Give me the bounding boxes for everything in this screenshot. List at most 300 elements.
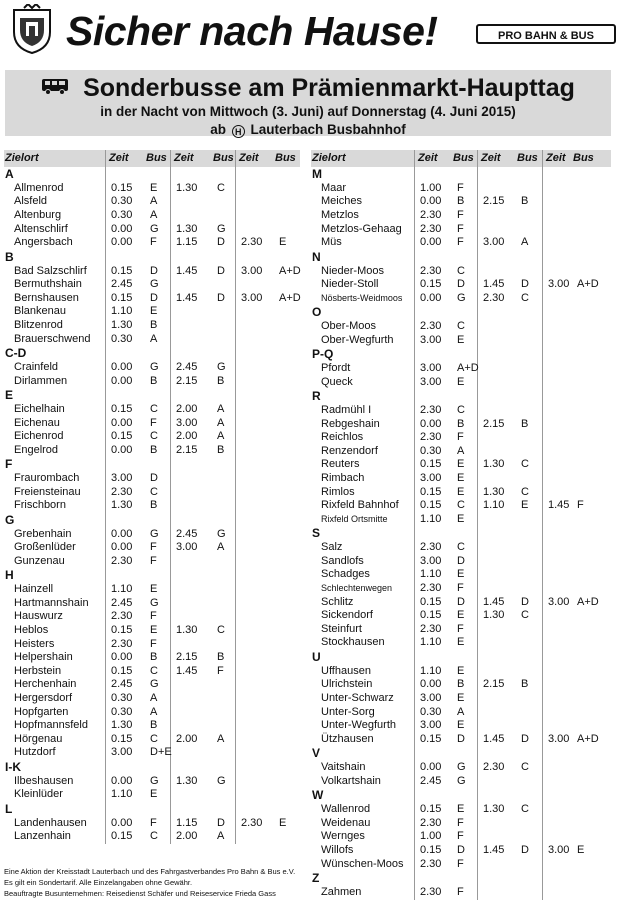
bus-2: E <box>521 499 529 512</box>
bus-1: G <box>150 596 159 609</box>
bus-1: E <box>457 803 465 816</box>
destination-name: Renzendorf <box>321 444 378 457</box>
section-label: A <box>5 167 14 181</box>
bus-1: E <box>150 305 158 318</box>
time-1: 0.00 <box>111 774 133 787</box>
table-row <box>4 706 300 720</box>
table-row <box>4 223 300 237</box>
section-label: L <box>5 801 13 816</box>
destination-name: Rimbach <box>321 472 365 485</box>
time-1: 0.00 <box>420 417 442 430</box>
table-row <box>4 788 300 802</box>
bus-2: B <box>217 443 225 456</box>
time-2: 3.00 <box>483 236 505 249</box>
bus-1: E <box>150 624 158 637</box>
bus-1: C <box>150 485 158 498</box>
time-1: 0.15 <box>420 485 442 498</box>
table-row <box>4 333 300 347</box>
section-letter <box>4 568 300 583</box>
bus-1: G <box>150 360 159 373</box>
destination-name: Schlechtenwegen <box>321 583 393 594</box>
bus-1: C <box>457 404 465 417</box>
time-2: 2.30 <box>483 761 505 774</box>
destination-name: Heblos <box>14 624 49 637</box>
bus-1: F <box>150 416 157 429</box>
table-row <box>311 636 611 650</box>
time-1: 1.00 <box>420 830 442 843</box>
destination-name: Altenburg <box>14 208 62 221</box>
table-row <box>311 582 611 596</box>
bus-1: F <box>457 816 464 829</box>
time-2: 3.00 <box>176 541 198 554</box>
time-1: 2.45 <box>111 678 133 691</box>
section-letter <box>4 346 300 361</box>
time-1: 3.00 <box>420 333 442 346</box>
bus-2: C <box>521 803 529 816</box>
bus-2: C <box>521 761 529 774</box>
destination-name: Eichelhain <box>14 402 65 415</box>
footer-line: Beauftragte Busunternehmen: Reisedienst Schäfer und Reiseservice Frieda Gass <box>4 889 276 898</box>
bus-3: A+D <box>279 264 301 277</box>
table-row <box>311 209 611 223</box>
destination-name: Angersbach <box>14 236 73 249</box>
table-row <box>4 692 300 706</box>
destination-name: Bermuthshain <box>14 278 82 291</box>
time-2: 2.15 <box>176 443 198 456</box>
destination-name: Ober-Wegfurth <box>321 333 394 346</box>
section-letter <box>311 347 611 362</box>
time-3: 1.45 <box>548 499 570 512</box>
bus-2: C <box>217 624 225 637</box>
bus-1: E <box>457 636 465 649</box>
destination-name: Rimlos <box>321 485 355 498</box>
time-2: 2.00 <box>176 732 198 745</box>
time-1: 0.00 <box>420 678 442 691</box>
banner-title <box>5 74 611 103</box>
header-bus-1: Bus <box>453 152 474 164</box>
bus-1: E <box>457 691 465 704</box>
time-1: 0.00 <box>111 541 133 554</box>
table-row <box>4 319 300 333</box>
time-1: 0.00 <box>420 761 442 774</box>
time-1: 1.10 <box>111 788 133 801</box>
bus-1: C <box>457 320 465 333</box>
table-row <box>311 486 611 500</box>
time-1: 3.00 <box>420 362 442 375</box>
destination-name: Reuters <box>321 458 360 471</box>
bus-1: D <box>150 291 158 304</box>
bus-1: G <box>457 761 466 774</box>
destination-name: Sickendorf <box>321 609 373 622</box>
bus-1: F <box>457 236 464 249</box>
time-1: 0.15 <box>420 843 442 856</box>
bus-1: A <box>150 195 158 208</box>
bus-1: F <box>457 885 464 898</box>
table-row <box>4 528 300 542</box>
bus-2: D <box>217 291 225 304</box>
header-bus-2: Bus <box>213 152 234 164</box>
section-letter <box>4 167 300 182</box>
bus-3: A+D <box>577 595 599 608</box>
section-label: B <box>5 249 14 264</box>
time-3: 2.30 <box>241 816 263 829</box>
time-1: 2.30 <box>111 554 133 567</box>
section-letter <box>4 802 300 817</box>
section-label: S <box>312 526 321 541</box>
time-2: 1.30 <box>483 485 505 498</box>
table-row <box>311 418 611 432</box>
bus-1: F <box>150 816 157 829</box>
time-3: 3.00 <box>241 291 263 304</box>
destination-name: Heisters <box>14 637 55 650</box>
bus-1: E <box>457 485 465 498</box>
bus-icon <box>41 78 69 95</box>
time-2: 1.30 <box>176 624 198 637</box>
time-2: 2.00 <box>176 402 198 415</box>
table-row <box>311 830 611 844</box>
bus-2: A <box>217 732 225 745</box>
bus-1: G <box>150 222 159 235</box>
bus-1: F <box>457 830 464 843</box>
time-2: 1.45 <box>176 291 198 304</box>
bus-1: C <box>150 830 158 843</box>
title-banner <box>5 70 611 136</box>
table-row <box>311 706 611 720</box>
destination-name: Metzlos <box>321 208 359 221</box>
destination-name: Uffhausen <box>321 664 371 677</box>
time-1: 0.00 <box>111 416 133 429</box>
bus-2: A <box>217 402 225 415</box>
time-2: 1.30 <box>483 458 505 471</box>
bus-2: C <box>521 485 529 498</box>
destination-name: Blitzenrod <box>14 318 63 331</box>
table-row <box>311 292 611 306</box>
destination-name: Rebgeshain <box>321 417 380 430</box>
header-bus-3: Bus <box>573 152 594 164</box>
table-row <box>4 361 300 375</box>
destination-name: Reichlos <box>321 431 364 444</box>
section-letter <box>311 650 611 665</box>
footer-notes <box>4 866 304 899</box>
section-label: W <box>312 788 324 803</box>
banner-subtitle: in der Nacht von Mittwoch (3. Juni) auf Donnerstag (4. Juni 2015) <box>100 104 516 119</box>
table-row <box>4 375 300 389</box>
destination-name: Ilbeshausen <box>14 774 74 787</box>
destination-name: Maar <box>321 181 347 194</box>
time-2: 2.15 <box>176 374 198 387</box>
time-1: 0.15 <box>111 624 133 637</box>
bus-2: C <box>521 458 529 471</box>
destination-name: Frischborn <box>14 499 66 512</box>
destination-name: Willofs <box>321 843 354 856</box>
time-1: 0.15 <box>420 278 442 291</box>
departure-prefix: ab <box>210 122 226 137</box>
table-row <box>311 223 611 237</box>
time-1: 0.00 <box>420 236 442 249</box>
destination-name: Hartmannshain <box>14 596 89 609</box>
time-1: 2.30 <box>420 622 442 635</box>
destination-name: Unter-Schwarz <box>321 691 394 704</box>
destination-name: Radmühl I <box>321 404 372 417</box>
destination-name: Crainfeld <box>14 360 59 373</box>
time-1: 2.30 <box>420 431 442 444</box>
destination-name: Ützhausen <box>321 732 374 745</box>
bus-1: F <box>457 622 464 635</box>
destination-name: Eichenrod <box>14 430 64 443</box>
time-2: 1.30 <box>483 803 505 816</box>
time-1: 3.00 <box>111 472 133 485</box>
time-1: 1.10 <box>420 568 442 581</box>
table-row <box>311 609 611 623</box>
bus-1: E <box>457 568 465 581</box>
bus-1: A <box>150 691 158 704</box>
bus-1: E <box>457 609 465 622</box>
time-1: 0.30 <box>111 691 133 704</box>
bus-1: B <box>457 678 465 691</box>
table-row <box>4 499 300 513</box>
destination-name: Rixfeld Ortsmitte <box>321 513 388 524</box>
destination-name: Rixfeld Bahnhof <box>321 499 399 512</box>
bus-2: A <box>217 830 225 843</box>
section-label: V <box>312 746 321 761</box>
bus-2: G <box>217 222 226 235</box>
time-1: 1.30 <box>111 318 133 331</box>
column-header <box>4 150 300 167</box>
bus-2: B <box>521 678 529 691</box>
time-1: 0.15 <box>111 830 133 843</box>
table-row <box>4 417 300 431</box>
destination-name: Freiensteinau <box>14 485 81 498</box>
headline: Sicher nach Hause! <box>66 8 438 54</box>
table-row <box>311 499 611 513</box>
table-row <box>4 638 300 652</box>
time-1: 0.00 <box>111 527 133 540</box>
bus-1: G <box>457 774 466 787</box>
bus-1: B <box>150 651 158 664</box>
section-label: U <box>312 650 321 664</box>
table-row <box>4 733 300 747</box>
time-1: 0.15 <box>420 803 442 816</box>
time-3: 3.00 <box>241 264 263 277</box>
table-row <box>4 624 300 638</box>
time-1: 0.30 <box>111 705 133 718</box>
section-letter <box>311 305 611 320</box>
time-1: 0.15 <box>111 664 133 677</box>
section-letter <box>311 788 611 803</box>
time-1: 3.00 <box>420 472 442 485</box>
section-letter <box>311 871 611 886</box>
bus-1: D <box>457 278 465 291</box>
destination-name: Hutzdorf <box>14 746 56 759</box>
destination-name: Volkartshain <box>321 774 381 787</box>
time-1: 0.15 <box>111 732 133 745</box>
time-2: 1.45 <box>483 843 505 856</box>
bus-2: D <box>217 264 225 277</box>
table-row <box>311 665 611 679</box>
bus-1: D+E <box>150 746 172 759</box>
header-bus-3: Bus <box>275 152 296 164</box>
section-label: Z <box>312 871 320 886</box>
bus-2: D <box>217 816 225 829</box>
destination-name: Herbstein <box>14 664 62 677</box>
table-row <box>4 486 300 500</box>
time-1: 1.10 <box>111 305 133 318</box>
time-1: 0.30 <box>111 195 133 208</box>
destination-name: Großenlüder <box>14 541 76 554</box>
time-1: 0.15 <box>420 732 442 745</box>
table-row <box>311 334 611 348</box>
table-row <box>311 886 611 900</box>
bus-1: B <box>457 417 465 430</box>
bus-1: F <box>457 222 464 235</box>
time-1: 2.30 <box>420 816 442 829</box>
destination-name: Wallenrod <box>321 803 371 816</box>
bus-2: D <box>217 236 225 249</box>
table-row <box>4 265 300 279</box>
time-1: 0.15 <box>420 499 442 512</box>
bus-2: D <box>521 278 529 291</box>
time-2: 1.45 <box>483 732 505 745</box>
bus-1: D <box>457 554 465 567</box>
bus-1: D <box>457 843 465 856</box>
bus-3: A+D <box>577 732 599 745</box>
destination-name: Stockhausen <box>321 636 385 649</box>
bus-2: B <box>217 374 225 387</box>
bus-1: A <box>150 332 158 345</box>
destination-name: Engelrod <box>14 443 59 456</box>
time-1: 2.30 <box>111 637 133 650</box>
table-row <box>311 596 611 610</box>
time-2: 2.00 <box>176 830 198 843</box>
table-row <box>311 541 611 555</box>
time-1: 0.15 <box>111 291 133 304</box>
time-2: 2.00 <box>176 430 198 443</box>
time-1: 2.30 <box>111 610 133 623</box>
time-2: 1.45 <box>176 664 198 677</box>
destination-name: Bad Salzschlirf <box>14 264 87 277</box>
table-row <box>4 195 300 209</box>
table-row <box>4 719 300 733</box>
time-1: 0.00 <box>111 443 133 456</box>
bus-1: G <box>150 774 159 787</box>
header-place: Zielort <box>312 152 346 164</box>
table-row <box>4 610 300 624</box>
time-2: 2.15 <box>176 651 198 664</box>
time-1: 1.30 <box>111 719 133 732</box>
table-row <box>311 555 611 569</box>
bus-2: F <box>217 664 224 677</box>
table-row <box>4 678 300 692</box>
header-bus-1: Bus <box>146 152 167 164</box>
bus-1: F <box>457 582 464 595</box>
destination-name: Schadges <box>321 568 370 581</box>
time-1: 0.00 <box>111 236 133 249</box>
table-row <box>311 858 611 872</box>
bus-2: G <box>217 360 226 373</box>
time-1: 2.30 <box>420 404 442 417</box>
bus-1: B <box>150 443 158 456</box>
table-row <box>311 775 611 789</box>
destination-name: Hopfgarten <box>14 705 69 718</box>
table-row <box>311 568 611 582</box>
section-label: P-Q <box>312 347 334 362</box>
section-letter <box>4 457 300 472</box>
destination-name: Schlitz <box>321 595 354 608</box>
bus-3: E <box>577 843 585 856</box>
section-label: R <box>312 389 321 404</box>
time-2: 1.10 <box>483 499 505 512</box>
bus-2: C <box>521 291 529 304</box>
destination-name: Hörgenau <box>14 732 63 745</box>
destination-name: Gunzenau <box>14 554 65 567</box>
time-3: 3.00 <box>548 278 570 291</box>
time-1: 3.00 <box>420 691 442 704</box>
bus-1: A <box>150 208 158 221</box>
time-1: 3.00 <box>111 746 133 759</box>
destination-name: Altenschlirf <box>14 222 68 235</box>
bus-1: G <box>457 291 466 304</box>
destination-name: Grebenhain <box>14 527 72 540</box>
destination-name: Ulrichstein <box>321 678 373 691</box>
time-2: 2.15 <box>483 417 505 430</box>
bus-2: A <box>521 236 529 249</box>
table-row <box>311 472 611 486</box>
time-1: 2.45 <box>111 278 133 291</box>
time-1: 3.00 <box>420 554 442 567</box>
destination-name: Bernshausen <box>14 291 79 304</box>
bus-1: F <box>457 208 464 221</box>
bus-1: E <box>150 583 158 596</box>
departure-place: Lauterbach Busbahnhof <box>250 122 406 137</box>
bus-1: F <box>457 857 464 870</box>
bus-1: D <box>457 595 465 608</box>
table-row <box>4 830 300 844</box>
destination-name: Fraurombach <box>14 472 80 485</box>
column-header <box>311 150 611 167</box>
bus-2: B <box>217 651 225 664</box>
destination-name: Allmenrod <box>14 181 64 194</box>
page-header <box>0 0 640 68</box>
footer-line: Es gilt ein Sondertarif. Alle Einzelangaben ohne Gewähr. <box>4 878 193 887</box>
destination-name: Brauerschwend <box>14 332 91 345</box>
bus-1: E <box>457 333 465 346</box>
bus-2: D <box>521 732 529 745</box>
bus-stop-icon: H <box>232 125 245 138</box>
timetable-column-right <box>311 150 611 900</box>
time-2: 1.30 <box>176 222 198 235</box>
header-time-1: Zeit <box>109 152 129 164</box>
section-letter <box>4 250 300 265</box>
time-1: 1.00 <box>420 181 442 194</box>
section-letter <box>311 389 611 404</box>
time-1: 2.30 <box>420 264 442 277</box>
bus-2: B <box>521 417 529 430</box>
time-1: 0.15 <box>111 181 133 194</box>
destination-name: Helpershain <box>14 651 73 664</box>
table-row <box>4 292 300 306</box>
banner-departure <box>5 122 611 138</box>
time-2: 2.30 <box>483 291 505 304</box>
bus-1: E <box>457 664 465 677</box>
destination-name: Hopfmannsfeld <box>14 719 88 732</box>
table-row <box>311 236 611 250</box>
timetable-column-left <box>4 150 300 844</box>
time-1: 1.10 <box>420 512 442 525</box>
time-1: 1.10 <box>420 636 442 649</box>
time-3: 3.00 <box>548 595 570 608</box>
bus-3: A+D <box>577 278 599 291</box>
bus-1: E <box>457 472 465 485</box>
